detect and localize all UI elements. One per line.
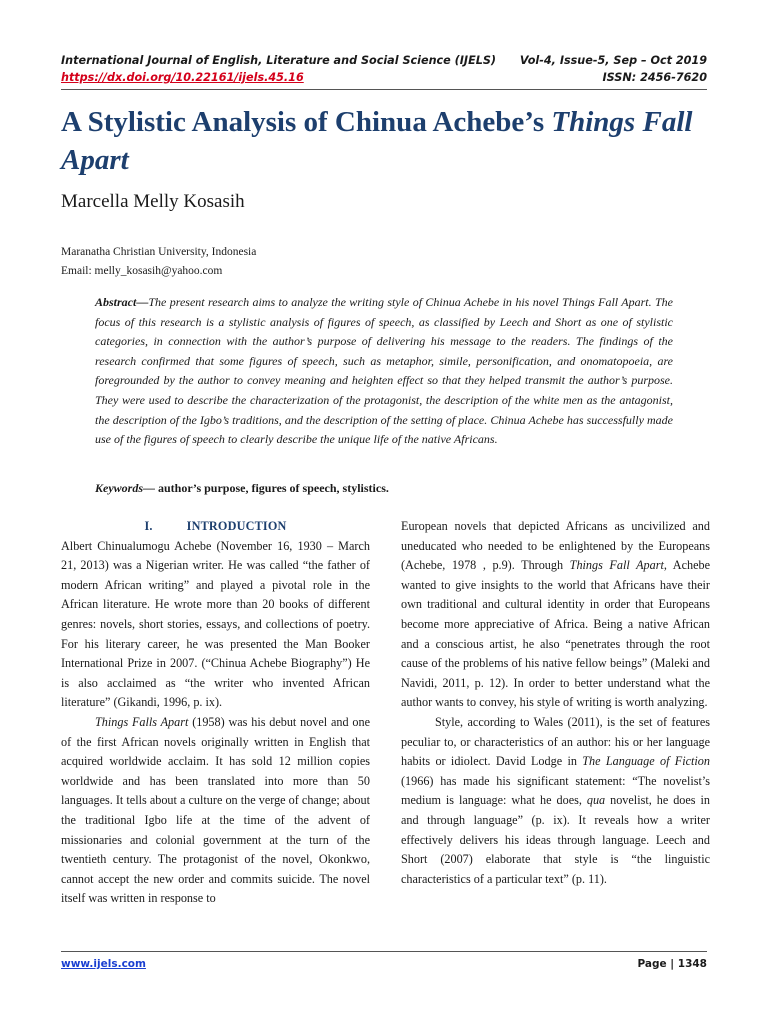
doi-link[interactable]: https://dx.doi.org/10.22161/ijels.45.16 — [61, 71, 304, 84]
header-divider — [61, 89, 707, 90]
affiliation: Maranatha Christian University, Indonesia — [61, 246, 257, 258]
right-column — [401, 517, 710, 889]
paper-title — [61, 103, 711, 179]
email: Email: melly_kosasih@yahoo.com — [61, 265, 223, 277]
journal-name: International Journal of English, Literature and Social Science (IJELS) — [61, 54, 497, 67]
title-italic: Things Fall Apart — [61, 106, 693, 176]
paragraph: European novels that depicted Africans as uncivilized and uneducated who needed to be enlightened by the Europeans (Achebe, 1978 , p.9). Through Things Fall Apart, Achebe wanted to give insights to the world that Africans have their own traditional and cultural identity in order that Europeans become more appreciative of Africa. Being a native African and a conscious artist, he also “penetrates through the root cause of the problems of his native fellow beings” (Maleki and Navidi, 2011, p. 12). In order to better understand what the author wants to convey, his style of writing is worth analyzing. — [401, 519, 710, 710]
abstract-text: The present research aims to analyze the writing style of Chinua Achebe in his novel Things Fall Apart. The focus of this research is a stylistic analysis of figures of speech, as classified by Leech and Short as one of stylistic categories, in connection with the author’s purpose of delivering his message to the readers. The findings of the research confirmed that some figures of speech, such as metaphor, simile, personification, and onomatopoeia, are foregrounded by the author to convey meaning and heighten effect so that they helped transmit the author’s purpose. They were used to describe the characterization of the protagonist, the description of the white men as the antagonist, the description of the Igbo’s traditions, and the description of the setting of place. Chinua Achebe has successfully made use of the figures of speech to clearly describe the unique life of the native Africans. — [95, 295, 673, 447]
paragraph: Style, according to Wales (2011), is the set of features peculiar to, or characteristics of an author: his or her language habits or idiolect. David Lodge in The Language of Fiction (1966) has made his significant statement: “The novelist’s medium is language: what he does, qua novelist, he does in and through language” (p. ix). It reveals how a writer effectively delivers his ideas through language. Leech and Short (2007) elaborate that style is “the linguistic characteristics of a particular text” (p. 11). — [401, 714, 710, 886]
paragraph: Albert Chinualumogu Achebe (November 16, 1930 – March 21, 2013) was a Nigerian writer. He was called “the father of modern African writing” and played a pivotal role in the African literature. He wrote more than 20 books of different genres: novels, short stories, essays, and collections of poetry. For his literary career, he was presented the Man Booker International Prize in 2007. (“Chinua Achebe Biography”) He is also acclaimed as “the writer who invented African literature” (Gikandi, 1996, p. ix). — [61, 538, 370, 710]
page-number: Page | 1348 — [637, 958, 707, 970]
abstract — [95, 293, 673, 450]
left-column — [61, 517, 370, 909]
affiliation-block — [61, 243, 256, 281]
section-number: I. — [144, 519, 153, 533]
issn: ISSN: 2456-7620 — [602, 71, 707, 84]
journal-issue: Vol-4, Issue-5, Sep – Oct 2019 — [519, 54, 707, 67]
journal-header — [61, 52, 707, 86]
paragraph: Things Falls Apart (1958) was his debut novel and one of the first African novels originally written in English that acquired worldwide acclaim. It has sold 12 million copies worldwide and has been translated into more than 50 languages. It tells about a culture on the verge of change; about the traditional Igbo life at the time of the advent of missionaries and colonial government at the turn of the twentieth century. The protagonist of the novel, Okonkwo, cannot accept the new order and commits suicide. The novel itself was written in response to — [61, 714, 370, 906]
book-title: The Language of Fiction — [582, 754, 710, 769]
keywords-label: Keywords— — [95, 481, 155, 495]
abstract-label: Abstract— — [95, 295, 149, 309]
author-name: Marcella Melly Kosasih — [61, 191, 245, 212]
keywords-text: author’s purpose, figures of speech, stylistics. — [155, 481, 389, 495]
section-title: INTRODUCTION — [186, 519, 287, 533]
novel-title: Things Falls Apart — [95, 714, 189, 729]
title-main: A Stylistic Analysis of Chinua Achebe’s — [61, 106, 552, 138]
section-heading — [61, 517, 370, 537]
footer-divider — [61, 951, 707, 952]
website-link[interactable]: www.ijels.com — [61, 958, 146, 970]
novel-title: Things Fall Apart — [569, 558, 664, 573]
keywords — [95, 481, 673, 496]
page-footer — [61, 958, 707, 970]
